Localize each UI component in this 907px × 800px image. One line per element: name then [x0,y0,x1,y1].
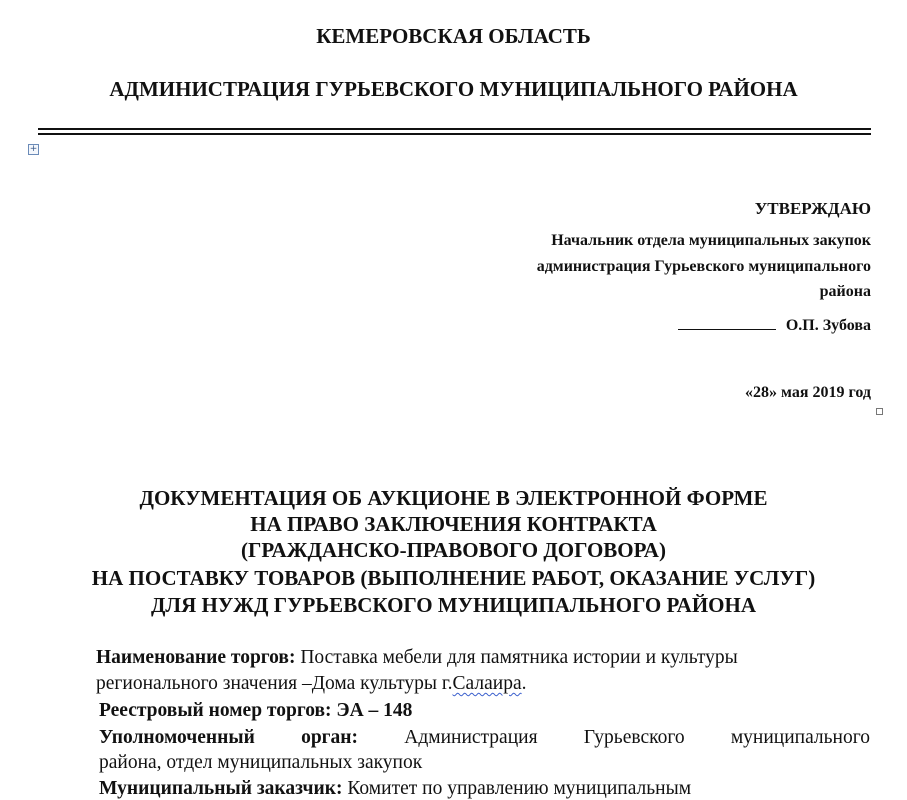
approver-position-line3: района [819,283,871,300]
signature-blank [678,316,776,330]
header-divider-top [38,128,871,130]
customer-value: Комитет по управлению муниципальным [342,778,692,799]
customer-line [99,778,691,800]
authority-line1 [99,727,870,749]
tender-name-value-cont: регионального значения –Дома культуры г. [96,673,453,694]
document-title-line2: НА ПРАВО ЗАКЛЮЧЕНИЯ КОНТРАКТА [250,512,657,536]
header-divider-bottom [38,133,871,135]
tender-name-value-end: . [521,673,527,694]
signature-line [678,316,871,335]
region-heading: КЕМЕРОВСКАЯ ОБЛАСТЬ [316,24,591,48]
approval-date: «28» мая 2019 год [745,384,871,401]
approve-heading: УТВЕРЖДАЮ [754,199,871,218]
authority-line2: района, отдел муниципальных закупок [99,752,423,773]
tender-name-line1 [96,647,738,669]
authority-label: Уполномоченный орган: [99,727,359,748]
tender-name-label: Наименование торгов: [96,647,296,668]
signatory-name: О.П. Зубова [785,317,871,334]
document-title-line1: ДОКУМЕНТАЦИЯ ОБ АУКЦИОНЕ В ЭЛЕКТРОННОЙ ФОРМЕ [139,486,768,510]
document-title-line4: НА ПОСТАВКУ ТОВАРОВ (ВЫПОЛНЕНИЕ РАБОТ, ОКАЗАНИЕ УСЛУГ) [91,566,816,590]
document-title-line3: (ГРАЖДАНСКО-ПРАВОВОГО ДОГОВОРА) [241,538,666,562]
document-title-line5: ДЛЯ НУЖД ГУРЬЕВСКОГО МУНИЦИПАЛЬНОГО РАЙОНА [150,593,756,617]
move-handle-icon[interactable]: + [29,144,38,154]
tender-name-value: Поставка мебели для памятника истории и культуры [295,647,738,668]
authority-value: Администрация Гурьевского муниципального [358,727,870,748]
spellcheck-word[interactable]: Салаира [452,673,522,694]
registry-number: Реестровый номер торгов: ЭА – 148 [99,700,413,721]
approver-position-line1: Начальник отдела муниципальных закупок [551,232,871,249]
customer-label: Муниципальный заказчик: [99,778,343,799]
tender-name-line2 [96,673,526,695]
administration-heading: АДМИНИСТРАЦИЯ ГУРЬЕВСКОГО МУНИЦИПАЛЬНОГО РАЙОНА [109,77,798,101]
approver-position-line2: администрация Гурьевского муниципального [536,258,871,275]
table-resize-handle[interactable] [876,408,883,415]
